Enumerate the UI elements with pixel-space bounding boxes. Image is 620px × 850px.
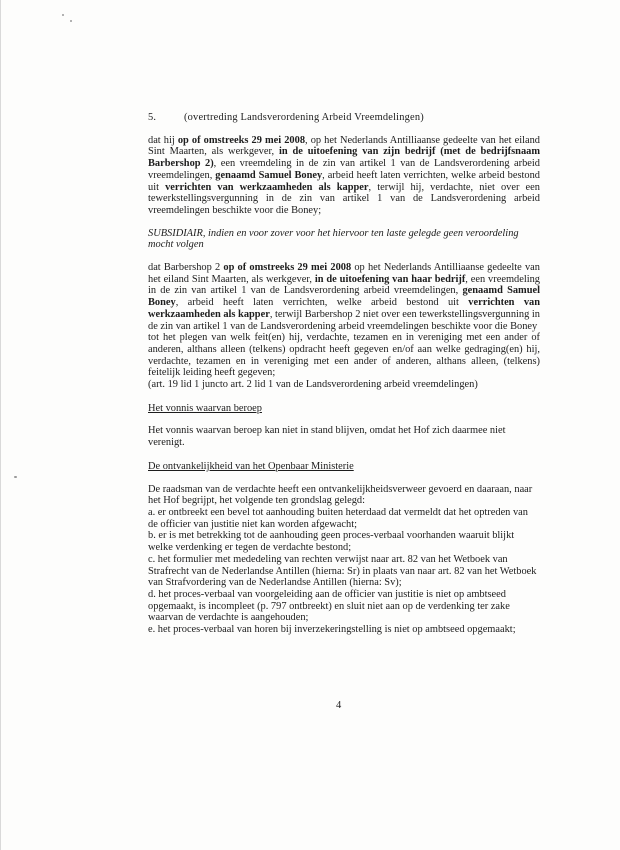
scan-speck: [62, 14, 64, 16]
text-run: , arbeid heeft laten verrichten, welke arbeid bestond uit: [148, 169, 540, 193]
text-run: dat Barbershop 2: [148, 262, 224, 274]
section-title: (overtreding Landsverordening Arbeid Vreemdelingen): [184, 112, 424, 123]
subsidiair-clause: SUBSIDIAIR, indien en voor zover voor het hiervoor ten laste gelegde geen veroordeling mocht volgen: [148, 227, 519, 251]
ontvankelijkheid-heading: De ontvankelijkheid van het Openbaar Ministerie: [148, 460, 354, 472]
text-run: , een vreemdeling in de zin van artikel 1 van de Landsverordening arbeid vreemdelingen,: [148, 273, 540, 297]
bold-run: op of omstreeks 29 mei 2008: [177, 134, 306, 146]
document-body: [148, 112, 540, 636]
charge-paragraph: [148, 262, 540, 332]
bold-run: genaamd Samuel Boney: [148, 285, 540, 309]
list-item: a. er ontbreekt een bevel tot aanhouding buiten heterdaad dat vermeldt dat het optreden van de officier van justitie niet kan worden afgewacht;: [148, 506, 528, 530]
text-run: dat hij: [148, 134, 178, 146]
bold-run: in de uitoefening van zijn bedrijf (met de bedrijfsnaam Barbershop 2): [148, 146, 540, 170]
list-item: e. het proces-verbaal van horen bij inverzekeringstelling is niet op ambtseed opgemaakt;: [148, 624, 516, 636]
text-run: , arbeid heeft laten verrichten, welke arbeid bestond uit: [175, 297, 469, 309]
bold-run: in de uitoefening van haar bedrijf: [314, 273, 466, 285]
list-item: b. er is met betrekking tot de aanhouding geen proces-verbaal voorhanden waaruit blijkt welke verdenking er tegen de verdachte bestond;: [148, 530, 515, 554]
list-item: d. het proces-verbaal van voorgeleiding aan de officier van justitie is niet op ambtseed opgemaakt, is incompleet (p. 797 ontbreekt) en sluit niet aan op de verdenking ter zake waarvan de verdachte is aangehouden;: [148, 588, 510, 624]
scan-edge: [0, 0, 1, 850]
section-number: 5.: [148, 112, 157, 123]
list-item: c. het formulier met mededeling van rechten verwijst naar art. 82 van het Wetboek van Strafrecht van de Nederlandse Antillen (hierna: Sr) in plaats van naar art. 82 van het Wetboek van Strafvordering van de Nederlandse Antillen (hierna: Sv);: [148, 553, 537, 589]
charge-paragraph-continued: tot het plegen van welk feit(en) hij, verdachte, tezamen en in vereniging met een ander of anderen, althans alleen (telkens) opdracht heeft gegeven en/of aan welke gedraging(en) hij, verdachte, tezamen en in vereniging met een ander of anderen, althans alleen, (telkens) feitelijk leiding heeft gegeven;: [148, 332, 540, 379]
bold-run: genaamd Samuel Boney: [215, 169, 323, 181]
vonnis-text: Het vonnis waarvan beroep kan niet in stand blijven, omdat het Hof zich daarmee niet verenigt.: [148, 425, 506, 449]
text-run: , terwijl hij, verdachte, niet over een tewerkstellingsvergunning in de zin van artikel 1 van de Landsverordening arbeid vreemdelingen beschikte voor die Boney;: [148, 181, 540, 216]
scan-speck: [70, 20, 72, 22]
charge-paragraph: [148, 135, 540, 217]
scan-speck: [14, 476, 17, 478]
section-heading: [148, 112, 540, 124]
vonnis-heading: Het vonnis waarvan beroep: [148, 402, 262, 414]
text-run: , een vreemdeling in de zin van artikel 1 van de Landsverordening arbeid vreemdelingen,: [148, 158, 540, 181]
bold-run: verrichten van werkzaamheden als kapper: [148, 297, 540, 320]
bold-run: verrichten van werkzaamheden als kapper: [165, 181, 369, 193]
page-number: 4: [336, 700, 342, 711]
ontvankelijkheid-intro: De raadsman van de verdachte heeft een ontvankelijkheidsverweer gevoerd en daaraan, naar het Hof begrijpt, het volgende ten grondslag gelegd:: [148, 483, 533, 507]
text-run: , op het Nederlands Antilliaanse gedeelte van het eiland Sint Maarten, als werkgever,: [148, 134, 540, 158]
bold-run: op of omstreeks 29 mei 2008: [223, 262, 352, 274]
text-run: op het Nederlands Antilliaanse gedeelte van het eiland Sint Maarten, als werkgever,: [148, 262, 540, 285]
legal-reference: (art. 19 lid 1 juncto art. 2 lid 1 van de Landsverordening arbeid vreemdelingen): [148, 379, 478, 391]
text-run: , terwijl Barbershop 2 niet over een tewerkstellingsvergunning in de zin van artikel 1 van de Landsverordening arbeid vreemdelingen beschikte voor die Boney: [148, 308, 540, 332]
